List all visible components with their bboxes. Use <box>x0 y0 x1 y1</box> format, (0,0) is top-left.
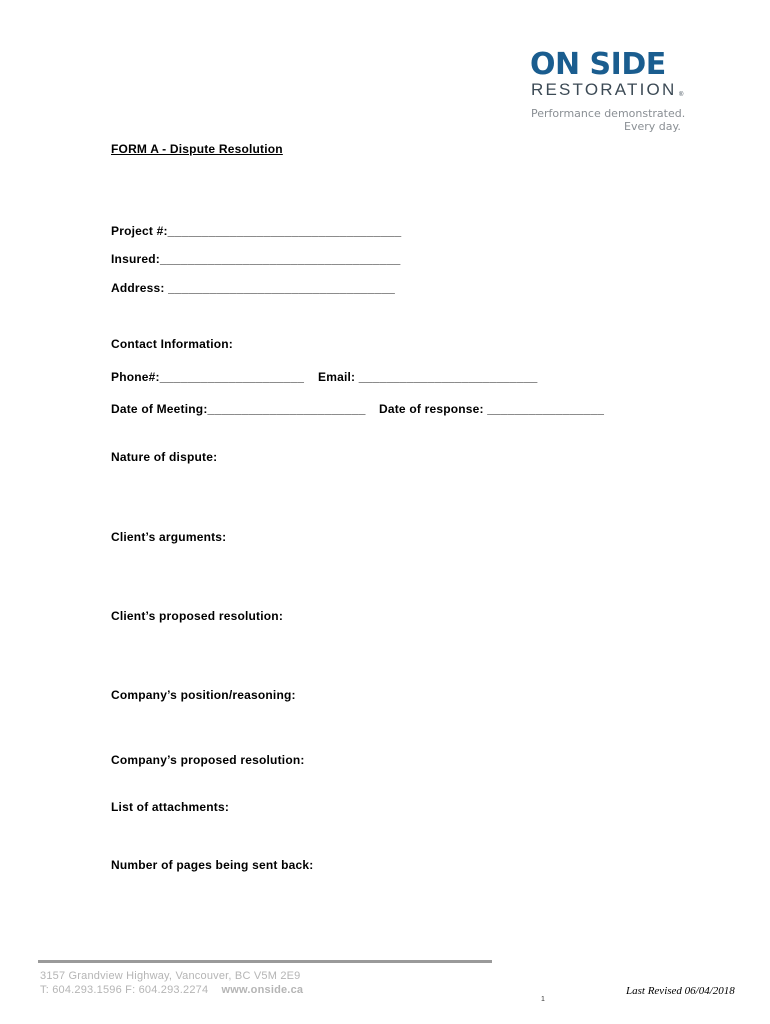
meeting-date-field: Date of Meeting:_______________________ <box>111 402 366 416</box>
footer-divider <box>38 960 492 963</box>
address-field: Address: _________________________________ <box>111 281 395 295</box>
logo-tagline-line-1: Performance demonstrated. <box>531 107 686 120</box>
nature-of-dispute-label: Nature of dispute: <box>111 450 218 464</box>
insured-field: Insured:___________________________________ <box>111 252 401 266</box>
footer-contact <box>40 984 303 997</box>
footer-phones: T: 604.293.1596 F: 604.293.2274 <box>40 984 209 996</box>
contact-information-heading: Contact Information: <box>111 337 233 351</box>
logo-wordmark: ON SIDE <box>530 47 666 82</box>
company-logo <box>528 48 728 138</box>
company-position-label: Company’s position/reasoning: <box>111 688 296 702</box>
footer-website-link[interactable]: www.onside.ca <box>221 984 304 996</box>
response-date-field: Date of response: _________________ <box>379 402 605 416</box>
page-number: 1 <box>541 996 545 1003</box>
pages-sent-back-label: Number of pages being sent back: <box>111 858 314 872</box>
registered-mark: ® <box>679 92 684 98</box>
clients-proposed-resolution-label: Client’s proposed resolution: <box>111 609 284 623</box>
logo-tagline-line-2: Every day. <box>624 120 681 133</box>
form-title: FORM A - Dispute Resolution <box>111 142 283 156</box>
last-revised-date: Last Revised 06/04/2018 <box>626 985 735 997</box>
company-proposed-resolution-label: Company’s proposed resolution: <box>111 753 305 767</box>
phone-field: Phone#:_____________________ <box>111 370 305 384</box>
list-of-attachments-label: List of attachments: <box>111 800 230 814</box>
logo-subtitle: RESTORATION <box>531 80 677 99</box>
email-field: Email: __________________________ <box>318 370 538 384</box>
project-number-field: Project #:__________________________________ <box>111 224 402 238</box>
clients-arguments-label: Client’s arguments: <box>111 530 227 544</box>
footer-address: 3157 Grandview Highway, Vancouver, BC V5M 2E9 <box>40 970 301 982</box>
